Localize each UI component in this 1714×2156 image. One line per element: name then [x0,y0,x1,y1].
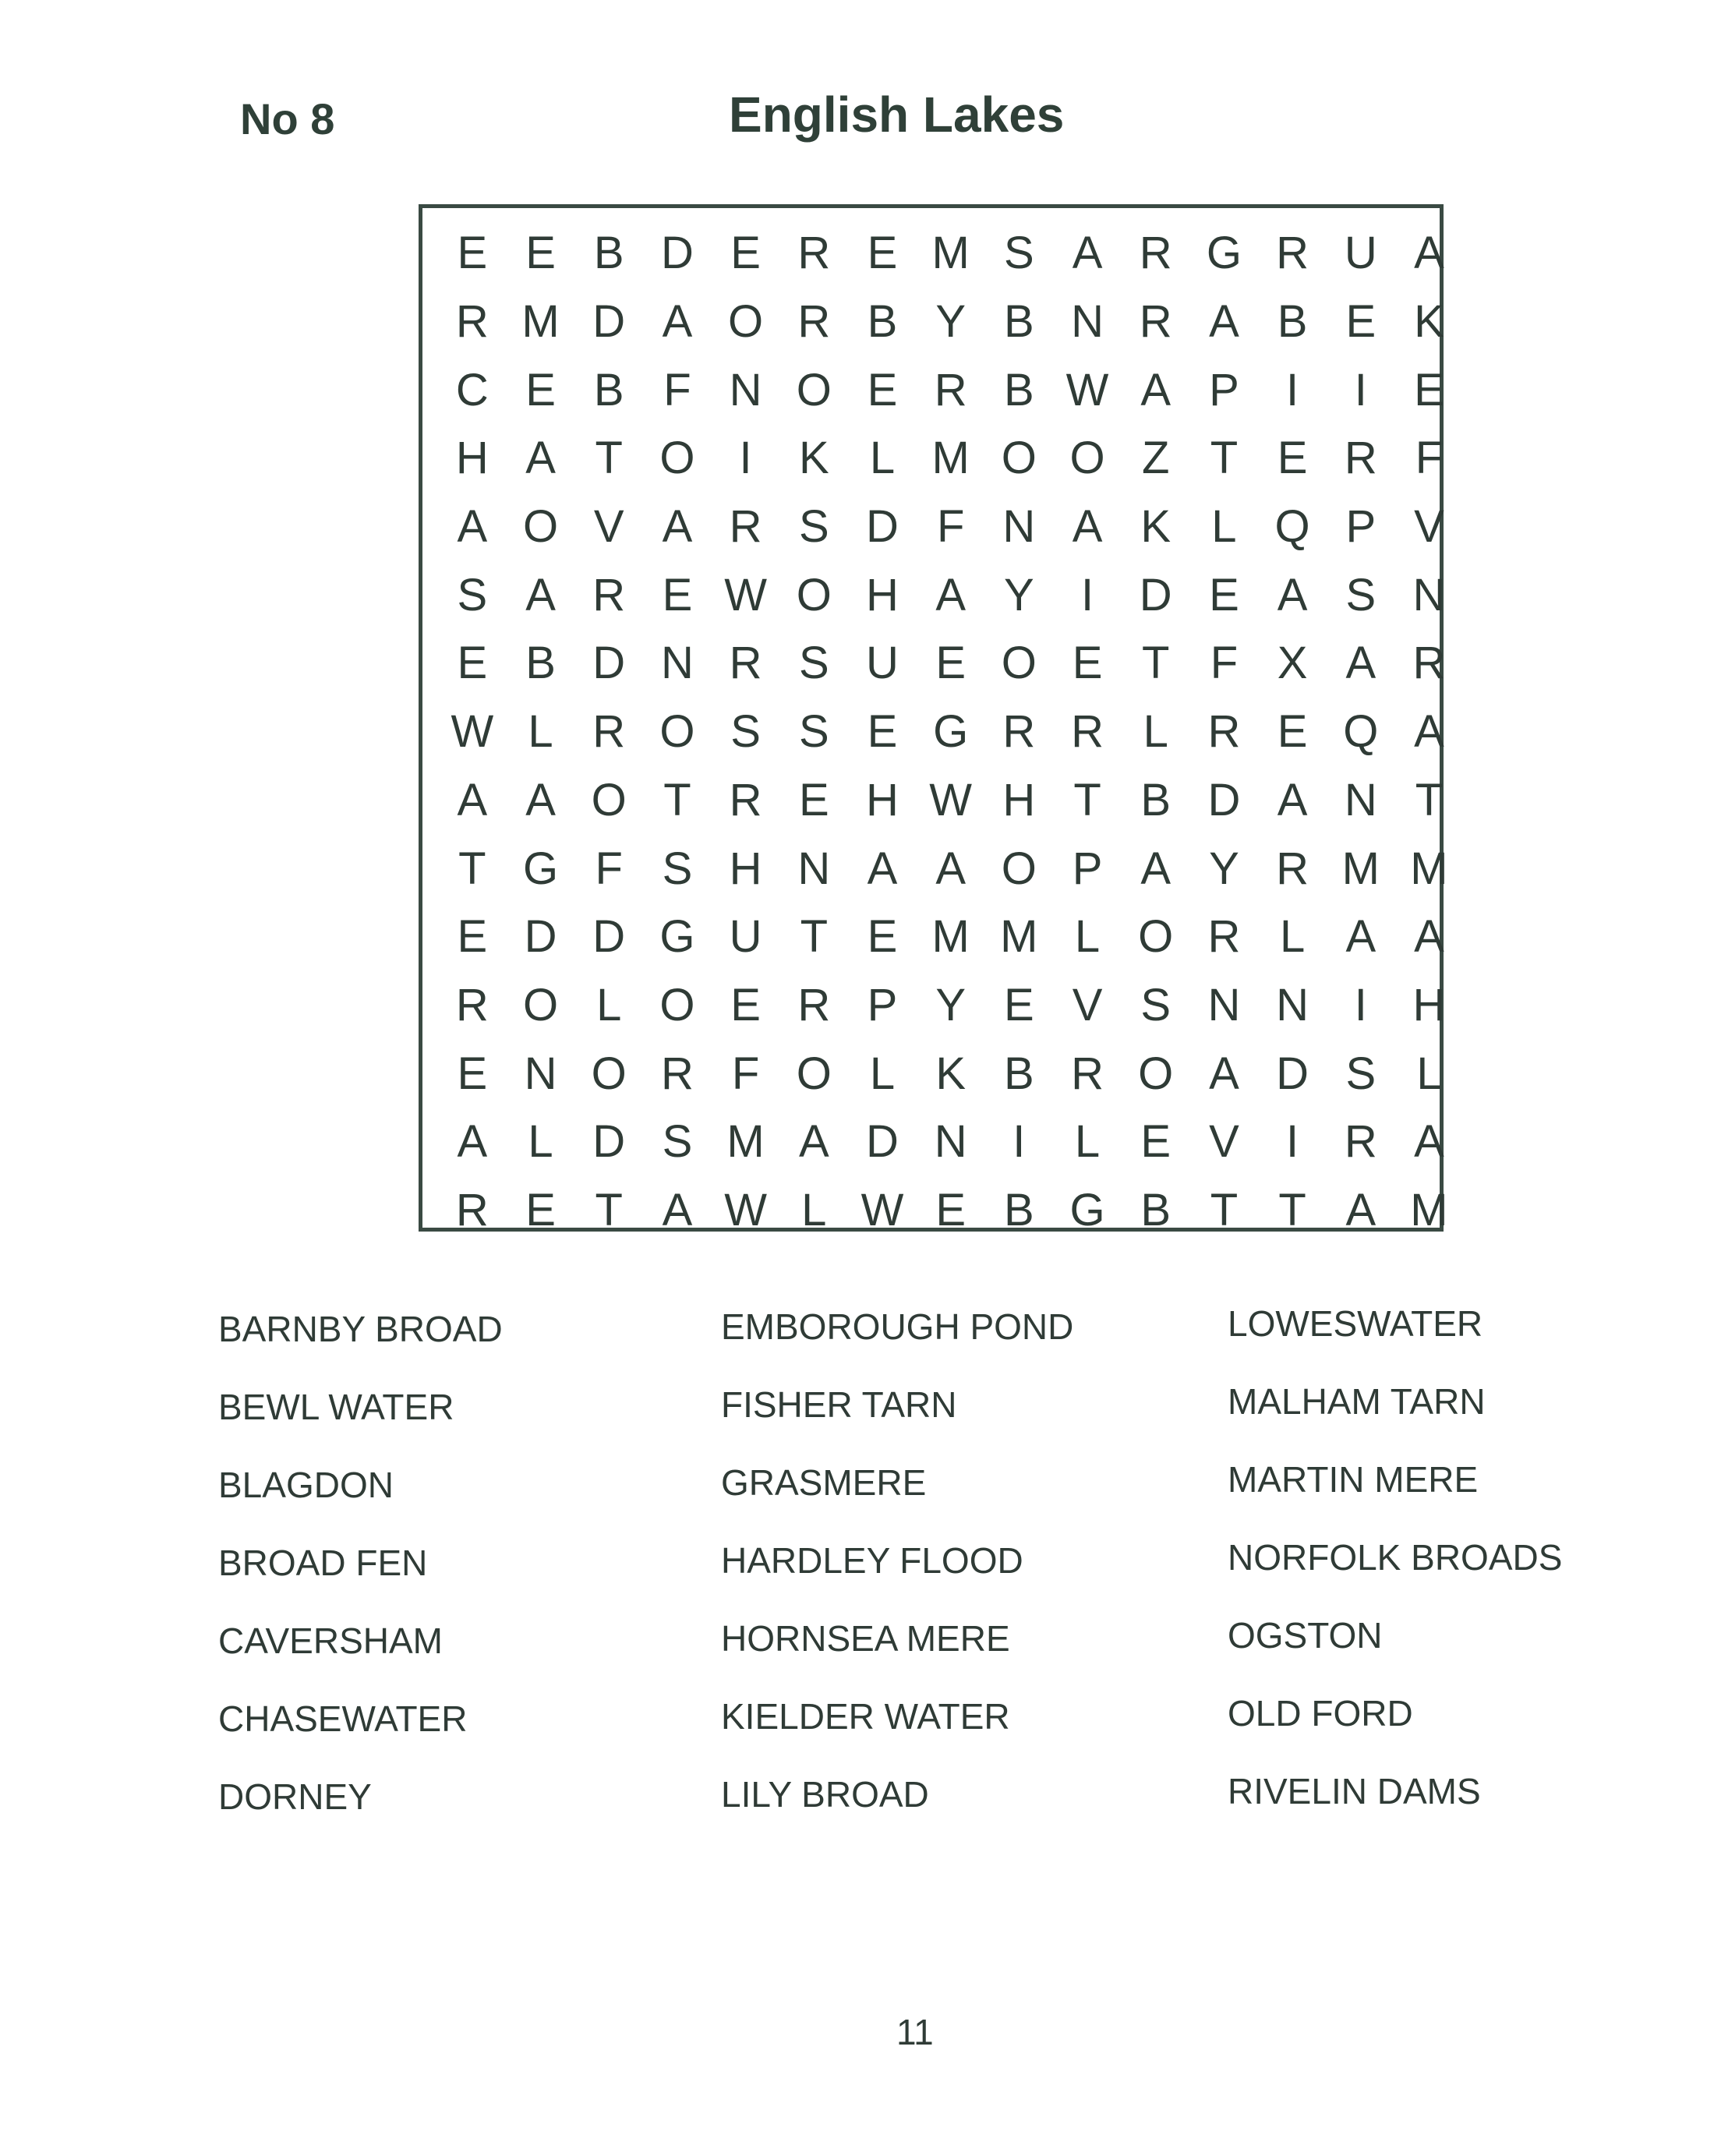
grid-cell: W [724,569,767,620]
grid-cell: E [1414,364,1444,415]
word-list-item: MARTIN MERE [1228,1459,1479,1500]
grid-cell: V [593,501,624,553]
grid-cell: T [1210,433,1239,484]
grid-cell: O [659,706,695,758]
grid-cell: K [798,433,829,484]
grid-cell: O [1138,911,1174,963]
grid-cell: B [525,638,556,689]
grid-cell: X [1277,638,1308,689]
grid-cell: E [457,911,488,963]
grid-cell: E [867,706,898,758]
grid-cell: P [1072,843,1103,894]
grid-cell: R [1071,1048,1104,1099]
grid-cell: G [933,706,969,758]
word-list-item: MALHAM TARN [1228,1381,1486,1422]
grid-cell: S [1345,569,1377,620]
grid-cell: O [796,364,832,415]
grid-cell: N [1071,296,1104,348]
grid-cell: P [867,979,898,1030]
grid-cell: Y [935,979,966,1030]
grid-cell: T [458,843,486,894]
grid-cell: O [522,979,559,1030]
grid-cell: V [1414,501,1444,553]
grid-cell: E [662,569,693,620]
word-list-column-1 [218,1290,503,1836]
grid-cell: N [1276,979,1309,1030]
grid-cell: Q [1274,501,1310,553]
grid-cell: N [1207,979,1241,1030]
grid-cell: B [1004,1184,1034,1235]
grid-cell: R [797,228,831,279]
grid-cell: E [457,1048,488,1099]
grid-cell: D [1139,569,1172,620]
grid-cell: S [798,501,829,553]
grid-cell: L [1143,706,1168,758]
grid-cell: D [660,228,694,279]
grid-cell: O [659,433,695,484]
grid-cell: P [1209,364,1239,415]
grid-cell: F [1210,638,1239,689]
grid-cell: R [1207,706,1241,758]
grid-cell: R [1412,638,1446,689]
grid-cell: W [1066,364,1109,415]
page-title: English Lakes [729,87,1065,143]
grid-cell: T [1073,774,1101,825]
grid-cell: R [455,1184,489,1235]
grid-cell: I [1012,1116,1026,1168]
grid-cell: M [521,296,560,348]
grid-cell: N [1344,774,1377,825]
word-list-item: GRASMERE [721,1462,927,1503]
grid-cell: A [1140,843,1172,894]
grid-cell: O [591,1048,627,1099]
grid-cell: M [1410,843,1448,894]
grid-cell: L [1279,911,1306,963]
grid-cell: D [592,911,626,963]
grid-cell: I [1286,364,1299,415]
grid-cell: B [1004,364,1034,415]
word-list-item: RIVELIN DAMS [1228,1771,1481,1811]
grid-cell: K [1140,501,1172,553]
grid-cell: I [739,433,752,484]
grid-cell: R [797,296,831,348]
grid-cell: S [730,706,761,758]
grid-cell: E [525,364,556,415]
grid-cell: A [1277,774,1308,825]
grid-cell: T [595,433,623,484]
grid-cell: R [1344,1116,1377,1168]
grid-cell: R [455,979,489,1030]
grid-cell: B [1140,774,1172,825]
grid-cell: T [595,1184,623,1235]
grid-cell: C [455,364,489,415]
grid-cell: L [1211,501,1237,553]
grid-cell: A [457,1116,488,1168]
grid-cell: L [869,1048,896,1099]
grid-cell: W [861,1184,904,1235]
grid-cell: Q [1343,706,1379,758]
grid-cell: M [726,1116,765,1168]
grid-cell: B [1277,296,1308,348]
grid-cell: E [1209,569,1239,620]
grid-cell: L [596,979,622,1030]
grid-cell: V [1072,979,1103,1030]
grid-cell: E [798,774,829,825]
grid-cell: A [457,774,488,825]
grid-cell: B [867,296,898,348]
word-list-item: BLAGDON [218,1465,394,1505]
grid-cell: K [1414,296,1444,348]
grid-cell: F [595,843,623,894]
word-list-item: HORNSEA MERE [721,1618,1010,1659]
grid-cell: N [524,1048,557,1099]
grid-cell: A [935,569,966,620]
grid-cell: R [729,638,762,689]
word-list-item: EMBOROUGH POND [721,1306,1074,1347]
grid-cell: A [457,501,488,553]
word-list-item: KIELDER WATER [721,1696,1010,1737]
grid-cell: Y [935,296,966,348]
grid-cell: D [592,638,626,689]
grid-cell: D [592,296,626,348]
grid-cell: R [934,364,967,415]
grid-cell: S [1140,979,1172,1030]
grid-cell: L [801,1184,827,1235]
word-list-item: NORFOLK BROADS [1228,1537,1563,1578]
grid-cell: E [1004,979,1034,1030]
grid-cell: N [1002,501,1036,553]
grid-cell: S [1004,228,1034,279]
grid-cell: E [730,228,761,279]
grid-cell: T [800,911,828,963]
grid-cell: A [867,843,898,894]
grid-cell: E [1140,1116,1172,1168]
grid-cell: A [1209,1048,1239,1099]
grid-cell: A [1414,911,1444,963]
grid-cell: O [728,296,764,348]
grid-cell: R [592,569,626,620]
grid-cell: Y [1209,843,1239,894]
grid-cell: E [457,638,488,689]
grid-cell: D [866,501,899,553]
grid-cell: N [797,843,831,894]
word-list-item: BARNBY BROAD [218,1309,503,1349]
grid-cell: V [1209,1116,1239,1168]
grid-cell: G [659,911,695,963]
grid-cell: B [593,364,624,415]
grid-cell: L [528,1116,553,1168]
grid-cell: E [1072,638,1103,689]
grid-cell: H [455,433,489,484]
grid-cell: W [724,1184,767,1235]
grid-cell: R [455,296,489,348]
grid-cell: P [1345,501,1377,553]
grid-cell: M [931,228,970,279]
grid-cell: N [660,638,694,689]
grid-cell: R [1276,843,1309,894]
grid-cell: A [662,1184,693,1235]
grid-cell: S [662,843,693,894]
grid-cell: R [592,706,626,758]
grid-cell: W [451,706,494,758]
grid-cell: L [1416,1048,1442,1099]
grid-cell: B [1004,296,1034,348]
word-list-item: OLD FORD [1228,1693,1413,1734]
grid-cell: F [663,364,691,415]
grid-cell: L [1074,911,1101,963]
grid-cell: H [1002,774,1036,825]
grid-cell: H [729,843,762,894]
grid-cell: E [1277,433,1308,484]
grid-cell: T [1142,638,1170,689]
grid-cell: E [1345,296,1377,348]
grid-cell: L [528,706,553,758]
grid-cell: H [1412,979,1446,1030]
grid-cell: A [935,843,966,894]
grid-cell: D [1276,1048,1309,1099]
grid-cell: U [729,911,762,963]
grid-cell: E [525,228,556,279]
grid-cell: A [1277,569,1308,620]
word-list-column-3 [1228,1285,1562,1830]
grid-cell: A [1414,1116,1444,1168]
grid-cell: D [866,1116,899,1168]
grid-cell: T [1278,1184,1306,1235]
grid-cell: R [1139,228,1172,279]
grid-cell: A [662,501,693,553]
grid-cell: I [1354,364,1367,415]
grid-cell: F [1415,433,1444,484]
grid-cell: B [1004,1048,1034,1099]
grid-cell: G [522,843,559,894]
word-list-item: FISHER TARN [721,1384,957,1425]
grid-cell: O [1001,433,1037,484]
grid-cell: W [929,774,973,825]
grid-cell: M [931,433,970,484]
grid-cell: O [1001,638,1037,689]
grid-cell: A [1414,228,1444,279]
grid-cell: S [798,706,829,758]
word-list-item: CHASEWATER [218,1698,468,1739]
word-search-grid-box [419,204,1448,1235]
grid-cell: A [1345,1184,1377,1235]
word-list-item: LOWESWATER [1228,1303,1483,1344]
grid-cell: T [1210,1184,1239,1235]
word-list-item: BROAD FEN [218,1543,428,1583]
grid-cell: R [1139,296,1172,348]
word-list-item: BEWL WATER [218,1387,454,1427]
grid-cell: R [729,501,762,553]
grid-cell: A [525,433,556,484]
grid-cell: Z [1142,433,1170,484]
grid-cell: O [522,501,559,553]
grid-cell: A [525,774,556,825]
grid-cell: R [1344,433,1377,484]
page-number: 11 [896,2012,934,2052]
grid-cell: R [1276,228,1309,279]
grid-cell: M [1410,1184,1448,1235]
grid-cell: R [1207,911,1241,963]
grid-cell: A [1072,501,1103,553]
grid-cell: A [1209,296,1239,348]
puzzle-number: No 8 [240,94,335,143]
grid-cell: L [1074,1116,1101,1168]
grid-cell: H [866,569,899,620]
grid-cell: U [1344,228,1377,279]
grid-cell: D [524,911,557,963]
grid-cell: Y [1004,569,1034,620]
grid-cell: S [798,638,829,689]
grid-cell: E [867,228,898,279]
grid-cell: M [1341,843,1380,894]
word-list-item: OGSTON [1228,1615,1383,1656]
grid-cell: E [867,364,898,415]
grid-cell: O [796,569,832,620]
grid-cell: T [1415,774,1444,825]
grid-cell: O [1001,843,1037,894]
grid-cell: R [660,1048,694,1099]
grid-cell: A [1345,911,1377,963]
grid-cell: I [1080,569,1094,620]
grid-cell: E [1277,706,1308,758]
grid-cell: E [867,911,898,963]
grid-cell: O [1138,1048,1174,1099]
grid-cell: U [866,638,899,689]
grid-cell: O [659,979,695,1030]
grid-cell: N [934,1116,967,1168]
grid-cell: N [1412,569,1446,620]
grid-cell: I [1354,979,1367,1030]
grid-cell: F [936,501,965,553]
grid-cell: O [796,1048,832,1099]
grid-cell: M [1000,911,1038,963]
grid-cell: H [866,774,899,825]
grid-cell: A [798,1116,829,1168]
word-list-column-2 [721,1288,1073,1833]
word-list-item: LILY BROAD [721,1774,929,1815]
grid-cell: A [525,569,556,620]
word-list-item: CAVERSHAM [218,1621,443,1661]
grid-cell: A [662,296,693,348]
grid-cell: G [1206,228,1242,279]
word-search-grid [438,219,1463,1244]
grid-cell: R [797,979,831,1030]
grid-cell: D [1207,774,1241,825]
word-list-item: HARDLEY FLOOD [721,1540,1023,1581]
grid-cell: A [1072,228,1103,279]
grid-cell: O [1069,433,1105,484]
grid-cell: R [1071,706,1104,758]
grid-cell: N [729,364,762,415]
grid-cell: I [1286,1116,1299,1168]
grid-cell: E [457,228,488,279]
grid-cell: G [1069,1184,1105,1235]
grid-cell: R [1002,706,1036,758]
grid-cell: A [1140,364,1172,415]
grid-cell: S [1345,1048,1377,1099]
grid-cell: D [592,1116,626,1168]
grid-cell: K [935,1048,966,1099]
grid-cell: S [662,1116,693,1168]
grid-cell: E [525,1184,556,1235]
grid-cell: R [729,774,762,825]
grid-cell: E [935,638,966,689]
grid-cell: A [1414,706,1444,758]
word-list-item: DORNEY [218,1776,372,1817]
grid-cell: E [730,979,761,1030]
grid-cell: O [591,774,627,825]
grid-cell: F [731,1048,760,1099]
grid-cell: T [663,774,691,825]
grid-cell: M [931,911,970,963]
grid-cell: B [593,228,624,279]
grid-cell: A [1345,638,1377,689]
grid-cell: S [457,569,488,620]
grid-cell: E [935,1184,966,1235]
grid-cell: B [1140,1184,1172,1235]
grid-cell: L [869,433,896,484]
